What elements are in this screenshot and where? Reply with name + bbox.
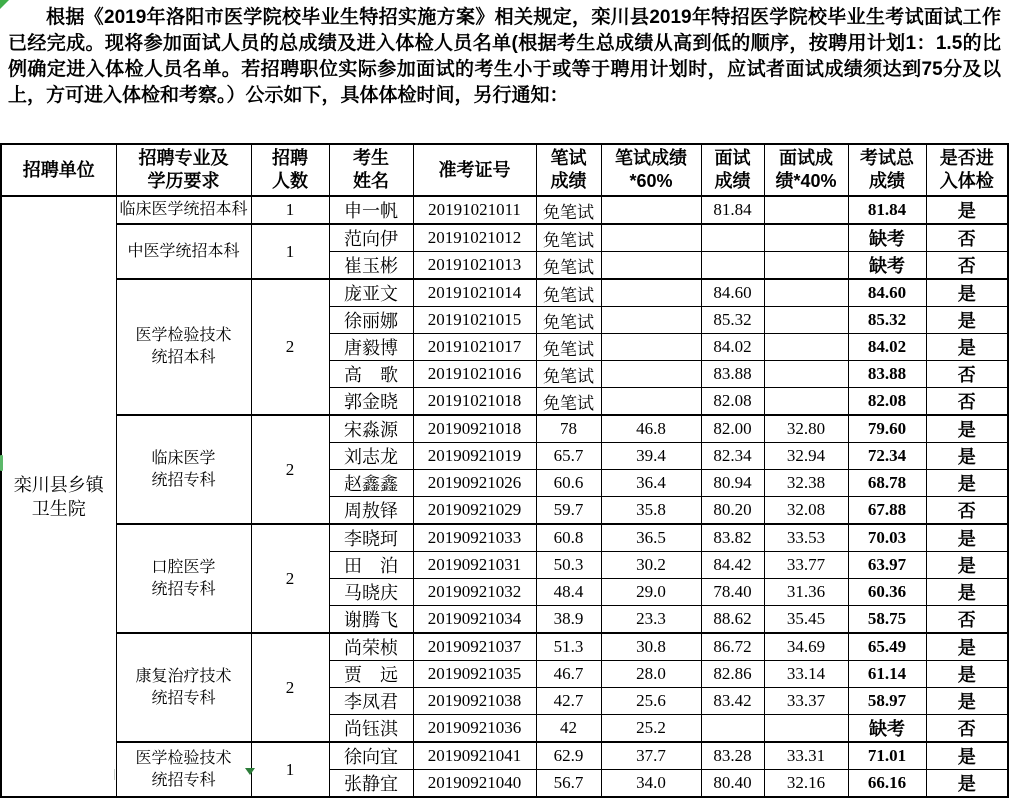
interview40-cell: [764, 196, 848, 224]
count-cell: 2: [251, 633, 329, 742]
major-cell: 康复治疗技术 统招专科: [116, 633, 251, 742]
interview-score-cell: 81.84: [701, 196, 764, 224]
written60-cell: [601, 196, 701, 224]
written-score-cell: 免笔试: [536, 252, 601, 280]
written-score-cell: 48.4: [536, 579, 601, 606]
written60-cell: 36.4: [601, 470, 701, 497]
name-cell: 尚钰淇: [329, 715, 413, 743]
interview40-cell: 32.16: [764, 770, 848, 798]
name-cell: 庞亚文: [329, 279, 413, 307]
exam-id-cell: 20190921018: [413, 415, 536, 443]
written60-cell: [601, 334, 701, 361]
exam-id-cell: 20190921034: [413, 606, 536, 634]
interview40-cell: [764, 252, 848, 280]
pass-cell: 是: [926, 770, 1008, 798]
pass-cell: 是: [926, 552, 1008, 579]
written-score-cell: 59.7: [536, 497, 601, 525]
written-score-cell: 65.7: [536, 443, 601, 470]
pass-cell: 否: [926, 388, 1008, 416]
written-score-cell: 62.9: [536, 742, 601, 770]
written-score-cell: 免笔试: [536, 224, 601, 252]
written60-cell: 36.5: [601, 524, 701, 552]
exam-id-cell: 20191021018: [413, 388, 536, 416]
interview-score-cell: [701, 715, 764, 743]
exam-id-cell: 20190921037: [413, 633, 536, 661]
interview-score-cell: 80.94: [701, 470, 764, 497]
interview-score-cell: 78.40: [701, 579, 764, 606]
header-cell-4: 考生 姓名: [329, 144, 413, 196]
total-score-cell: 82.08: [848, 388, 926, 416]
written60-cell: 30.8: [601, 633, 701, 661]
pass-cell: 否: [926, 252, 1008, 280]
written-score-cell: 56.7: [536, 770, 601, 798]
name-cell: 马晓庆: [329, 579, 413, 606]
interview40-cell: [764, 715, 848, 743]
interview-score-cell: 80.20: [701, 497, 764, 525]
count-cell: 2: [251, 524, 329, 633]
interview40-cell: 33.77: [764, 552, 848, 579]
pass-cell: 是: [926, 334, 1008, 361]
pass-cell: 否: [926, 497, 1008, 525]
written-score-cell: 46.7: [536, 661, 601, 688]
name-cell: 徐向宜: [329, 742, 413, 770]
name-cell: 田 泊: [329, 552, 413, 579]
written-score-cell: 免笔试: [536, 334, 601, 361]
interview40-cell: [764, 361, 848, 388]
exam-id-cell: 20190921038: [413, 688, 536, 715]
interview-score-cell: [701, 224, 764, 252]
interview40-cell: 32.94: [764, 443, 848, 470]
written60-cell: [601, 224, 701, 252]
table-row: [1, 224, 1008, 252]
pass-cell: 否: [926, 715, 1008, 743]
interview40-cell: 33.37: [764, 688, 848, 715]
exam-id-cell: 20190921029: [413, 497, 536, 525]
header-cell-7: 笔试成绩 *60%: [601, 144, 701, 196]
name-cell: 宋淼源: [329, 415, 413, 443]
written60-cell: 28.0: [601, 661, 701, 688]
interview40-cell: [764, 334, 848, 361]
table-row: [1, 742, 1008, 770]
total-score-cell: 81.84: [848, 196, 926, 224]
written60-cell: 25.2: [601, 715, 701, 743]
table-row: [1, 415, 1008, 443]
total-score-cell: 缺考: [848, 715, 926, 743]
interview-score-cell: 83.28: [701, 742, 764, 770]
interview40-cell: 32.08: [764, 497, 848, 525]
written60-cell: 23.3: [601, 606, 701, 634]
total-score-cell: 83.88: [848, 361, 926, 388]
written60-cell: 35.8: [601, 497, 701, 525]
pass-cell: 是: [926, 307, 1008, 334]
table-header: [1, 144, 1008, 196]
name-cell: 高 歌: [329, 361, 413, 388]
total-score-cell: 84.60: [848, 279, 926, 307]
name-cell: 刘志龙: [329, 443, 413, 470]
pass-cell: 否: [926, 224, 1008, 252]
interview-score-cell: 83.42: [701, 688, 764, 715]
count-cell: 1: [251, 224, 329, 279]
total-score-cell: 60.36: [848, 579, 926, 606]
exam-id-cell: 20190921032: [413, 579, 536, 606]
pass-cell: 是: [926, 579, 1008, 606]
count-cell: 1: [251, 742, 329, 797]
left-edge-artifact: [0, 455, 3, 471]
total-score-cell: 缺考: [848, 252, 926, 280]
interview-score-cell: 82.86: [701, 661, 764, 688]
written60-cell: [601, 388, 701, 416]
exam-id-cell: 20191021013: [413, 252, 536, 280]
exam-id-cell: 20191021017: [413, 334, 536, 361]
exam-id-cell: 20190921019: [413, 443, 536, 470]
results-table: [0, 143, 1009, 798]
total-score-cell: 61.14: [848, 661, 926, 688]
count-cell: 2: [251, 415, 329, 524]
table-row: [1, 196, 1008, 224]
total-score-cell: 68.78: [848, 470, 926, 497]
pass-cell: 是: [926, 633, 1008, 661]
written-score-cell: 免笔试: [536, 279, 601, 307]
written-score-cell: 60.8: [536, 524, 601, 552]
exam-id-cell: 20190921031: [413, 552, 536, 579]
written60-cell: [601, 279, 701, 307]
interview40-cell: [764, 388, 848, 416]
name-cell: 唐毅博: [329, 334, 413, 361]
written60-cell: [601, 252, 701, 280]
interview-score-cell: [701, 252, 764, 280]
name-cell: 李凤君: [329, 688, 413, 715]
interview-score-cell: 82.34: [701, 443, 764, 470]
total-score-cell: 72.34: [848, 443, 926, 470]
written-score-cell: 78: [536, 415, 601, 443]
interview-score-cell: 82.00: [701, 415, 764, 443]
header-cell-10: 考试总 成绩: [848, 144, 926, 196]
total-score-cell: 85.32: [848, 307, 926, 334]
name-cell: 范向伊: [329, 224, 413, 252]
written-score-cell: 免笔试: [536, 307, 601, 334]
written-score-cell: 50.3: [536, 552, 601, 579]
written60-cell: [601, 361, 701, 388]
exam-id-cell: 20190921035: [413, 661, 536, 688]
count-cell: 2: [251, 279, 329, 415]
major-cell: 临床医学 统招专科: [116, 415, 251, 524]
written-score-cell: 60.6: [536, 470, 601, 497]
interview40-cell: [764, 307, 848, 334]
interview40-cell: 32.80: [764, 415, 848, 443]
unit-cell: 栾川县乡镇 卫生院: [1, 196, 116, 797]
written60-cell: 39.4: [601, 443, 701, 470]
table-row: [1, 524, 1008, 552]
header-cell-6: 笔试 成绩: [536, 144, 601, 196]
interview-score-cell: 80.40: [701, 770, 764, 798]
name-cell: 谢腾飞: [329, 606, 413, 634]
pass-cell: 是: [926, 196, 1008, 224]
written60-cell: [601, 307, 701, 334]
table-body: [1, 196, 1008, 797]
name-cell: 郭金晓: [329, 388, 413, 416]
total-score-cell: 缺考: [848, 224, 926, 252]
total-score-cell: 63.97: [848, 552, 926, 579]
total-score-cell: 66.16: [848, 770, 926, 798]
interview40-cell: [764, 224, 848, 252]
major-cell: 医学检验技术 统招本科: [116, 279, 251, 415]
exam-id-cell: 20191021012: [413, 224, 536, 252]
interview-score-cell: 84.42: [701, 552, 764, 579]
interview40-cell: 31.36: [764, 579, 848, 606]
exam-id-cell: 20190921036: [413, 715, 536, 743]
name-cell: 徐丽娜: [329, 307, 413, 334]
pass-cell: 否: [926, 361, 1008, 388]
table-row: [1, 633, 1008, 661]
header-cell-1: 招聘单位: [1, 144, 116, 196]
notice-paragraph: 根据《2019年洛阳市医学院校毕业生特招实施方案》相关规定，栾川县2019年特招医学院校毕业生考试面试工作已经完成。现将参加面试人员的总成绩及进入体检人员名单(根据考生总成绩从高到低的顺序，按聘用计划1：1.5的比例确定进入体检人员名单。若招聘职位实际参加面试的考生小于或等于聘用计划时，应试者面试成绩须达到75分及以上，方可进入体检和考察。）公示如下，具体体检时间，另行通知：: [8, 7, 1001, 106]
total-score-cell: 67.88: [848, 497, 926, 525]
pass-cell: 是: [926, 524, 1008, 552]
major-cell: 临床医学统招本科: [116, 196, 251, 224]
interview40-cell: 33.14: [764, 661, 848, 688]
written-score-cell: 51.3: [536, 633, 601, 661]
total-score-cell: 58.75: [848, 606, 926, 634]
major-cell: 中医学统招本科: [116, 224, 251, 279]
interview40-cell: 35.45: [764, 606, 848, 634]
header-cell-3: 招聘 人数: [251, 144, 329, 196]
interview-score-cell: 83.88: [701, 361, 764, 388]
exam-id-cell: 20190921041: [413, 742, 536, 770]
header-cell-5: 准考证号: [413, 144, 536, 196]
header-cell-2: 招聘专业及 学历要求: [116, 144, 251, 196]
pass-cell: 是: [926, 688, 1008, 715]
name-cell: 申一帆: [329, 196, 413, 224]
pass-cell: 是: [926, 443, 1008, 470]
written60-cell: 29.0: [601, 579, 701, 606]
interview40-cell: 32.38: [764, 470, 848, 497]
interview-score-cell: 84.60: [701, 279, 764, 307]
header-cell-11: 是否进 入体检: [926, 144, 1008, 196]
pass-cell: 否: [926, 606, 1008, 634]
total-score-cell: 79.60: [848, 415, 926, 443]
pass-cell: 是: [926, 742, 1008, 770]
major-cell: 医学检验技术 统招专科: [116, 742, 251, 797]
written60-cell: 34.0: [601, 770, 701, 798]
interview-score-cell: 82.08: [701, 388, 764, 416]
exam-id-cell: 20190921040: [413, 770, 536, 798]
count-cell: 1: [251, 196, 329, 224]
major-cell: 口腔医学 统招专科: [116, 524, 251, 633]
exam-id-cell: 20191021011: [413, 196, 536, 224]
exam-id-cell: 20191021016: [413, 361, 536, 388]
exam-id-cell: 20191021014: [413, 279, 536, 307]
partial-row-divider: [114, 769, 115, 780]
interview-score-cell: 88.62: [701, 606, 764, 634]
pass-cell: 是: [926, 470, 1008, 497]
name-cell: 李晓珂: [329, 524, 413, 552]
exam-id-cell: 20190921033: [413, 524, 536, 552]
total-score-cell: 58.97: [848, 688, 926, 715]
interview40-cell: 33.31: [764, 742, 848, 770]
written-score-cell: 42: [536, 715, 601, 743]
name-cell: 尚荣桢: [329, 633, 413, 661]
header-cell-9: 面试成 绩*40%: [764, 144, 848, 196]
interview-score-cell: 83.82: [701, 524, 764, 552]
exam-id-cell: 20191021015: [413, 307, 536, 334]
name-cell: 周敖铎: [329, 497, 413, 525]
written-score-cell: 免笔试: [536, 388, 601, 416]
total-score-cell: 65.49: [848, 633, 926, 661]
written-score-cell: 免笔试: [536, 361, 601, 388]
name-cell: 贾 远: [329, 661, 413, 688]
total-score-cell: 70.03: [848, 524, 926, 552]
interview-score-cell: 84.02: [701, 334, 764, 361]
interview-score-cell: 86.72: [701, 633, 764, 661]
table-row: [1, 279, 1008, 307]
interview40-cell: 33.53: [764, 524, 848, 552]
written60-cell: 46.8: [601, 415, 701, 443]
written-score-cell: 42.7: [536, 688, 601, 715]
written60-cell: 37.7: [601, 742, 701, 770]
total-score-cell: 71.01: [848, 742, 926, 770]
written-score-cell: 免笔试: [536, 196, 601, 224]
exam-id-cell: 20190921026: [413, 470, 536, 497]
total-score-cell: 84.02: [848, 334, 926, 361]
interview40-cell: [764, 279, 848, 307]
name-cell: 赵鑫鑫: [329, 470, 413, 497]
written60-cell: 25.6: [601, 688, 701, 715]
written60-cell: 30.2: [601, 552, 701, 579]
table-header-row: [1, 144, 1008, 196]
interview40-cell: 34.69: [764, 633, 848, 661]
pass-cell: 是: [926, 415, 1008, 443]
pass-cell: 是: [926, 279, 1008, 307]
header-cell-8: 面试 成绩: [701, 144, 764, 196]
pass-cell: 是: [926, 661, 1008, 688]
written-score-cell: 38.9: [536, 606, 601, 634]
name-cell: 张静宜: [329, 770, 413, 798]
name-cell: 崔玉彬: [329, 252, 413, 280]
interview-score-cell: 85.32: [701, 307, 764, 334]
